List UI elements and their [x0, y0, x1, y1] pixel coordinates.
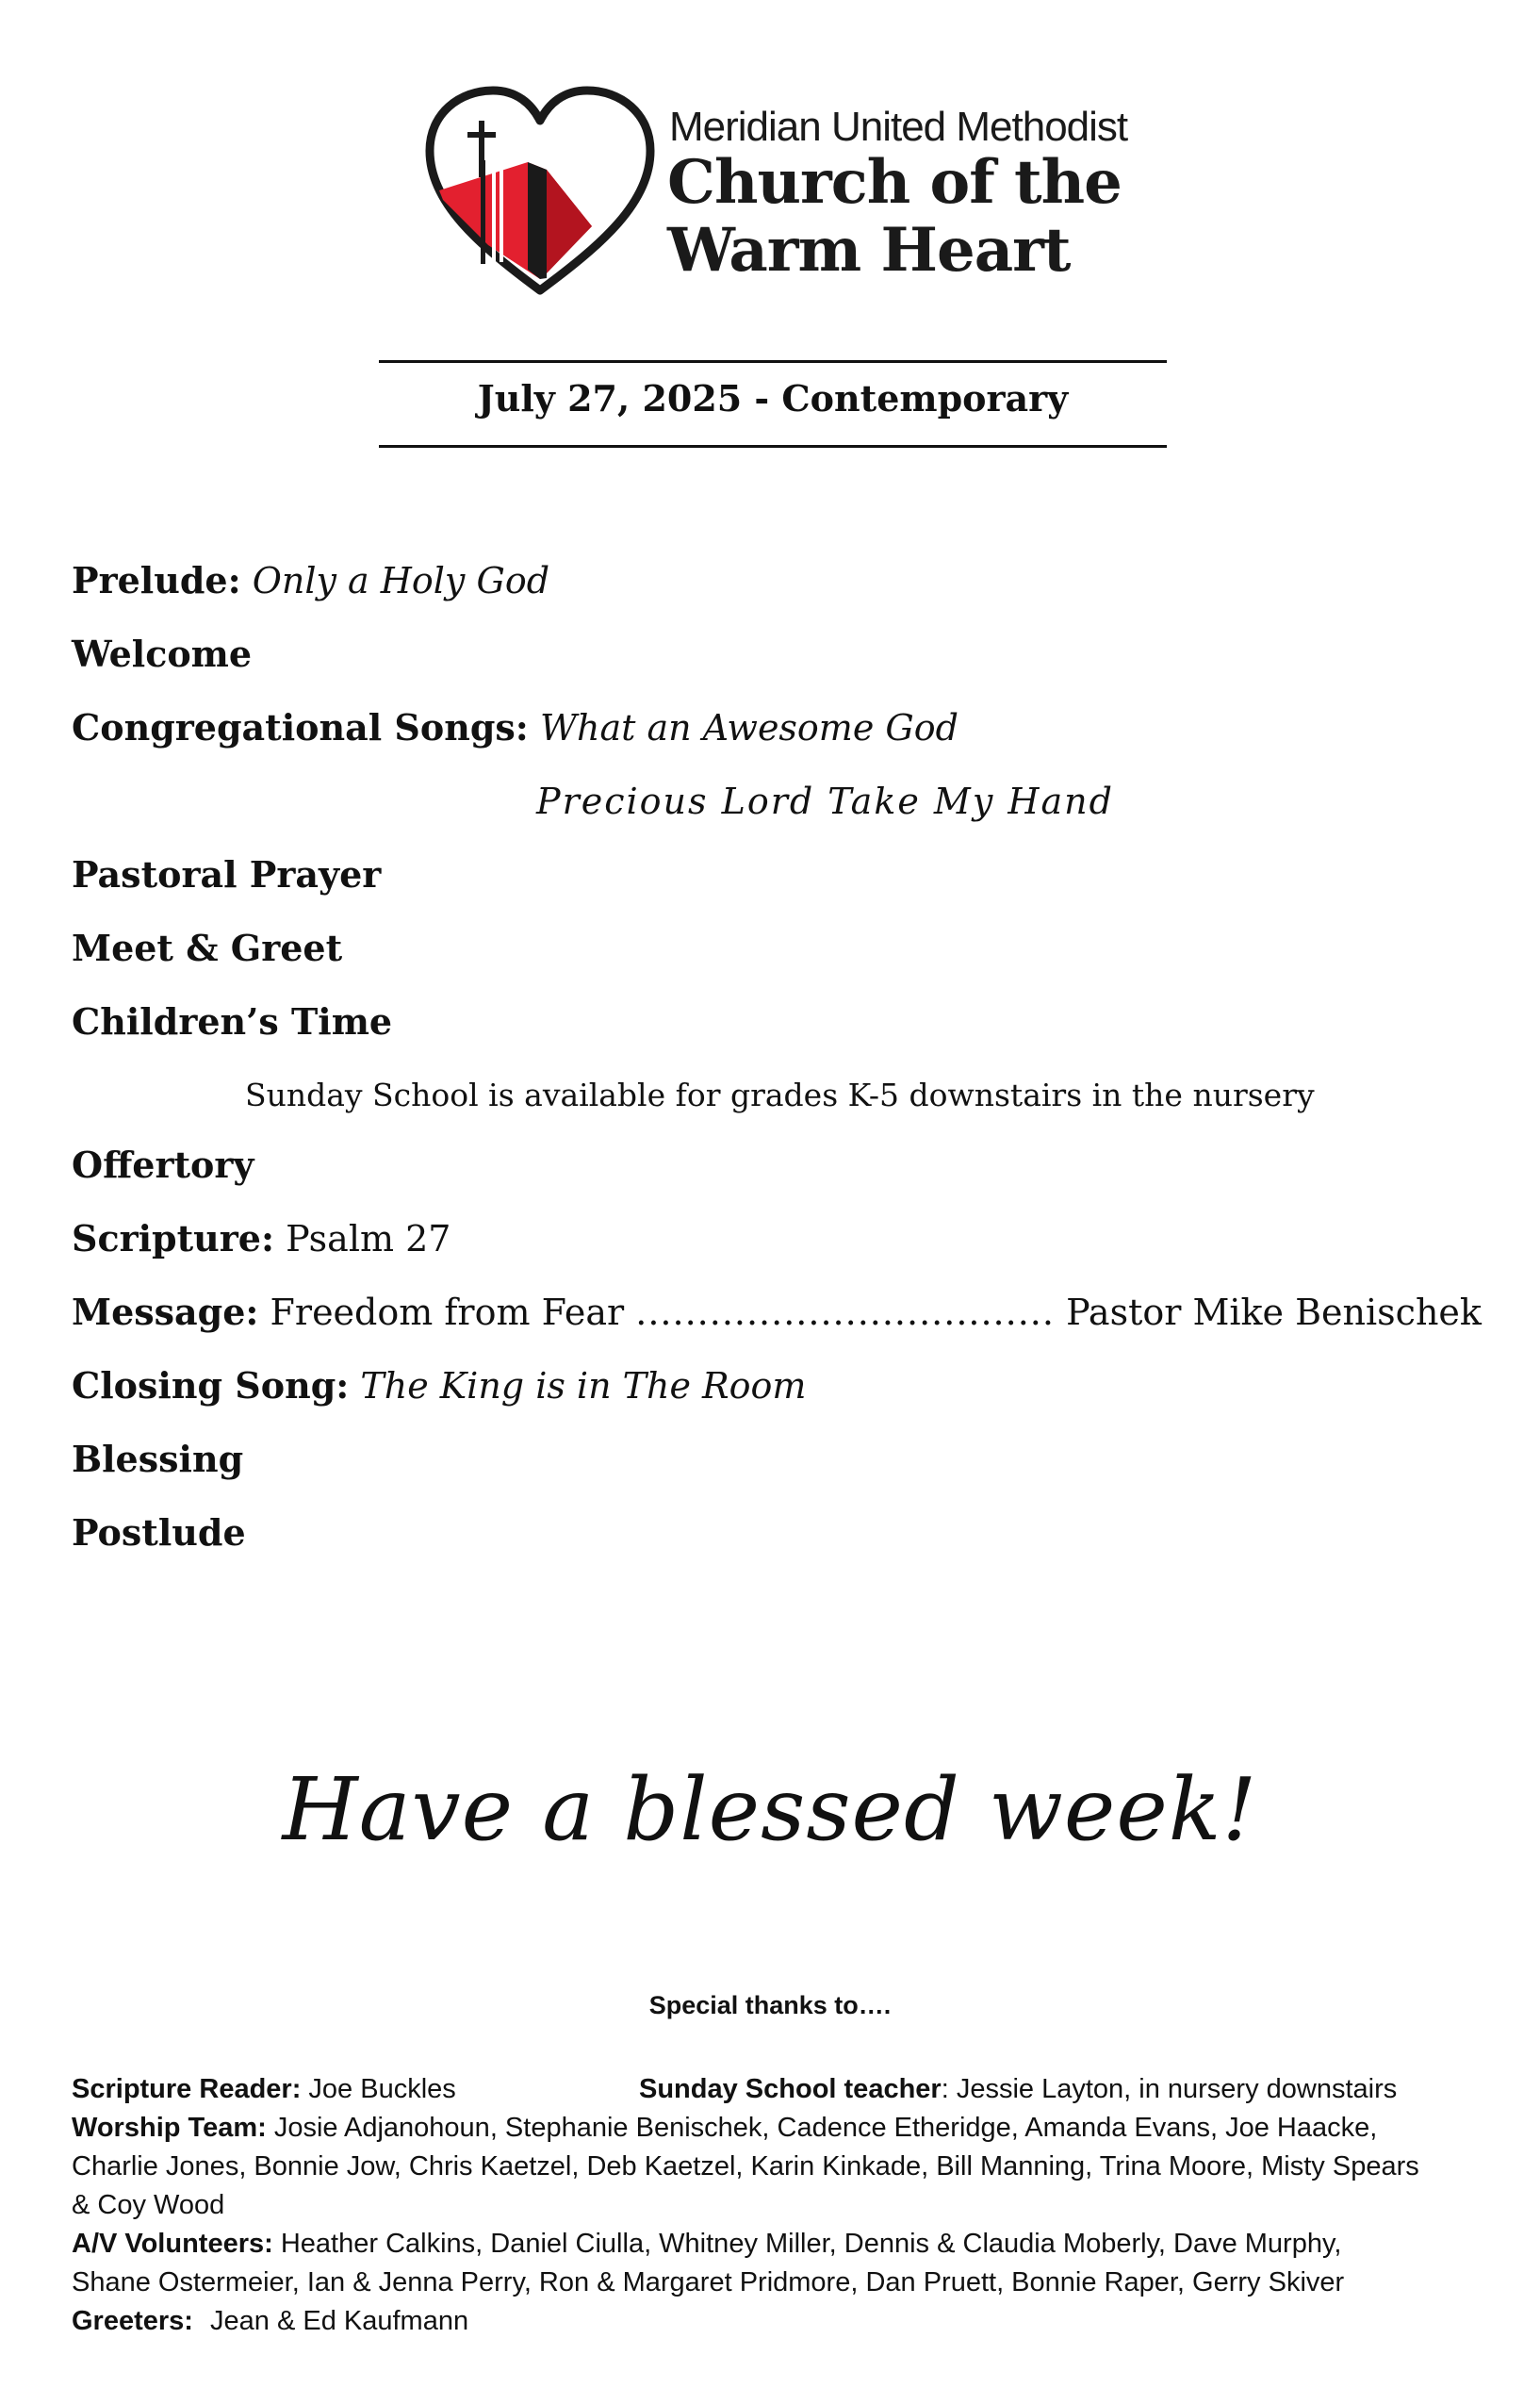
volunteer-credits	[72, 2070, 1485, 2341]
order-item-prelude	[72, 554, 1485, 628]
av-label: A/V Volunteers:	[72, 2229, 273, 2259]
closing-blessing: Have a blessed week!	[282, 1759, 1258, 1860]
order-item-offertory	[72, 1139, 1485, 1212]
worship-team-names-1: Josie Adjanohoun, Stephanie Benischek, Cadence Etheridge, Amanda Evans, Joe Haacke,	[273, 2113, 1378, 2143]
postlude-label: Postlude	[72, 1511, 246, 1554]
order-item-scripture	[72, 1212, 1485, 1286]
offertory-label: Offertory	[72, 1144, 254, 1186]
song-title-1: What an Awesome God	[539, 707, 958, 749]
order-of-worship	[72, 554, 1485, 1580]
order-item-blessing	[72, 1433, 1485, 1507]
order-item-children	[72, 996, 1485, 1069]
av-names-2: Shane Ostermeier, Ian & Jenna Perry, Ron & Margaret Pridmore, Dan Pruett, Bonnie Raper, Gerry Skiver	[72, 2267, 1345, 2297]
message-label: Message:	[72, 1291, 259, 1333]
children-label: Children’s Time	[72, 1000, 393, 1043]
credits-row-worship	[72, 2109, 1485, 2148]
scripture-reader-label: Scripture Reader:	[72, 2074, 302, 2104]
service-date: July 27, 2025 - Contemporary	[477, 377, 1069, 420]
songs-label: Congregational Songs:	[72, 706, 529, 749]
order-item-closing-song	[72, 1359, 1485, 1433]
thanks-title: Special thanks to….	[648, 1991, 892, 2019]
order-item-welcome	[72, 628, 1485, 701]
order-item-songs	[72, 701, 1485, 775]
av-names-1: Heather Calkins, Daniel Ciulla, Whitney Miller, Dennis & Claudia Moberly, Dave Murphy,	[280, 2229, 1342, 2259]
order-item-greet	[72, 922, 1485, 996]
org-name-line1: Meridian United Methodist	[669, 104, 1128, 150]
warm-heart-cross-logo-icon	[422, 85, 658, 302]
order-item-songs-cont	[72, 775, 1485, 848]
divider-top	[379, 360, 1167, 363]
sunday-school-value: : Jessie Layton, in nursery downstairs	[941, 2074, 1398, 2104]
scripture-reader-name: Joe Buckles	[308, 2074, 456, 2104]
org-name-line2: Church of the	[667, 147, 1122, 218]
song-title-2: Precious Lord Take My Hand	[536, 781, 1114, 822]
sunday-school-note: Sunday School is available for grades K-5 downstairs in the nursery	[245, 1077, 1315, 1113]
church-logo	[422, 85, 1128, 302]
blessing-label: Blessing	[72, 1438, 244, 1480]
worship-team-names-2: Charlie Jones, Bonnie Jow, Chris Kaetzel, Deb Kaetzel, Karin Kinkade, Bill Manning, Trina Moore, Misty Spears	[72, 2151, 1419, 2182]
credits-row-greeters	[72, 2302, 1485, 2341]
order-item-prayer	[72, 848, 1485, 922]
worship-team-label: Worship Team:	[72, 2113, 267, 2143]
prelude-title: Only a Holy God	[252, 560, 550, 601]
greeters-label: Greeters:	[72, 2306, 193, 2336]
sunday-school-label: Sunday School teacher	[639, 2074, 942, 2104]
greet-label: Meet & Greet	[72, 927, 343, 969]
message-title: Freedom from Fear	[270, 1292, 625, 1333]
greeters-names: Jean & Ed Kaufmann	[210, 2306, 469, 2336]
credits-row-av	[72, 2225, 1485, 2264]
closing-song-title: The King is in The Room	[360, 1365, 807, 1407]
sunday-school-teacher	[639, 2070, 1397, 2109]
message-speaker: Pastor Mike Benischek	[1066, 1292, 1482, 1333]
order-item-postlude	[72, 1507, 1485, 1580]
divider-bottom	[379, 445, 1167, 448]
prelude-label: Prelude:	[72, 559, 241, 601]
credits-row-readers	[72, 2070, 1485, 2109]
closing-song-label: Closing Song:	[72, 1364, 350, 1407]
org-name-line3: Warm Heart	[667, 215, 1071, 286]
scripture-label: Scripture:	[72, 1217, 275, 1260]
dot-leader: ..................................	[635, 1292, 1055, 1333]
prayer-label: Pastoral Prayer	[72, 853, 382, 896]
welcome-label: Welcome	[72, 633, 253, 675]
scripture-value: Psalm 27	[286, 1218, 451, 1260]
worship-team-names-3: & Coy Wood	[72, 2190, 225, 2220]
order-item-message	[72, 1286, 1485, 1359]
